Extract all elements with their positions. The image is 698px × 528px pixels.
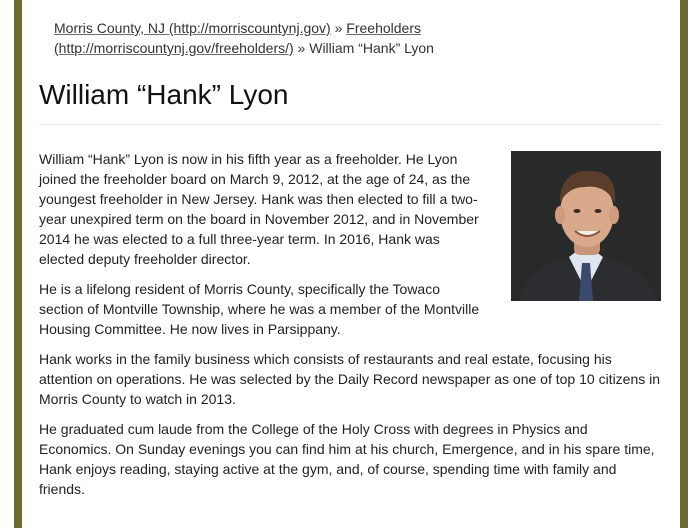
breadcrumb-separator: » — [330, 20, 347, 36]
portrait-photo — [511, 151, 661, 301]
breadcrumb-link-county[interactable]: Morris County, NJ (http://morriscountynj.gov) — [54, 20, 331, 36]
breadcrumb-separator: » — [293, 40, 310, 56]
ear-right — [609, 206, 619, 224]
eye-left — [574, 209, 581, 213]
breadcrumb-link-freeholders[interactable]: Freeholders (http://morriscountynj.gov/freeholders/) — [54, 20, 421, 56]
eye-right — [595, 209, 602, 213]
bio-paragraph: He graduated cum laude from the College of the Holy Cross with degrees in Physics and Economics. On Sunday evenings you can find him at his church, Emergence, and in his spare time, Hank enjoys reading, staying active at the gym, and, of course, spending time with family and friends. — [39, 421, 655, 497]
right-border-bar — [680, 0, 688, 528]
main-content — [39, 18, 661, 509]
bio-paragraph: He is a lifelong resident of Morris County, specifically the Towaco section of Montville Township, where he was a member of the Montville Housing Committee. He now lives in Parsippany. — [39, 281, 480, 337]
page-title: William “Hank” Lyon — [39, 78, 661, 125]
breadcrumb-current: William “Hank” Lyon — [309, 40, 434, 56]
bio-paragraph: Hank works in the family business which consists of restaurants and real estate, focusing his attention on operations. He was selected by the Daily Record newspaper as one of top 10 citizens in Morris County to watch in 2013. — [39, 351, 661, 407]
breadcrumb — [54, 18, 474, 58]
bio-paragraph: William “Hank” Lyon is now in his fifth year as a freeholder. He Lyon joined the freeholder board on March 9, 2012, at the age of 24, as the youngest freeholder in New Jersey. Hank was then elected to fill a two-year unexpired term on the board in November 2012, and in November 2014 he was elected to a full three-year term. In 2016, Hank was elected deputy freeholder director. — [39, 151, 479, 267]
ear-left — [555, 206, 565, 224]
left-border-bar — [14, 0, 22, 528]
bio-section — [39, 149, 661, 499]
